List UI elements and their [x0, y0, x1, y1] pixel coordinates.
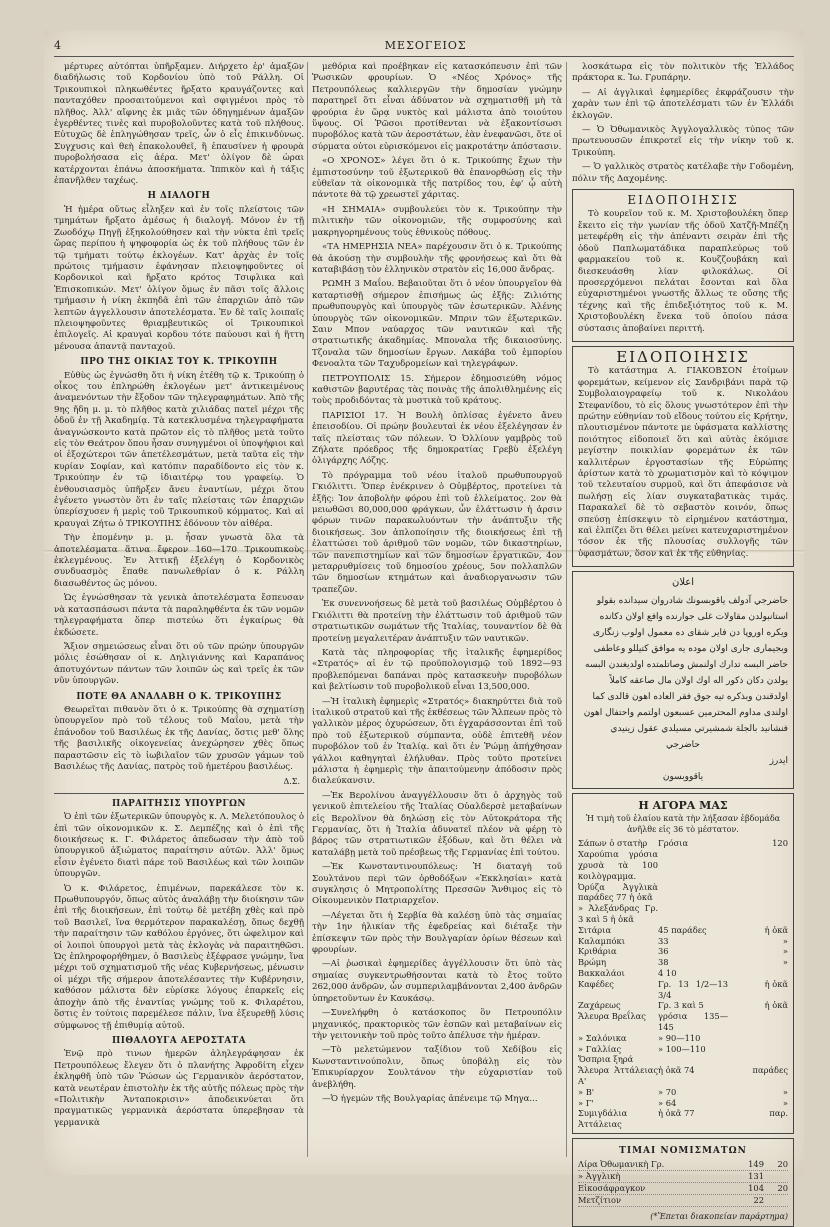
commodity-name: » Σαλόνικα — [578, 1032, 627, 1043]
commodity-name: Καφέδες — [578, 978, 614, 989]
commodity-name: Ἄλευρα Βρεΐλας — [578, 1011, 646, 1022]
ad-text: حاضرجي آدولف ياقوبسونك شادروان سيدانده بقولو استانبولدن مقاولات غلى جوارنده وافع اولان دكانده ويكره اوروپا دن فاير شقاى ده معمول اولوب زنگارى وبجيمارى جارى اولان موده يه موافق كتيللو وعاطفى حاضر البسه تدارك اولنمش وصاتلمتده اولديغندن البسه يولدن دكان ذكور اله اوك اولان مال صاعقه كاملاً اولدقندن وبذكره تيه جوق فقر العاده اهون قالدى كما اولندى مداوم المحترمين عسبعون اولتمم واحتفال اهون فنشانيد بالجلة شمشيرتي مسيلدي عقول زينيدي — [583, 596, 788, 735]
commodity-price: » 70 — [658, 1086, 677, 1097]
commodity-name: Βακκαλάοι — [578, 968, 625, 979]
commodity-price: ἡ ὀκᾶ 74 — [658, 1065, 695, 1076]
supplement-note: (*Ἕπεται διακοπείαν παράρτημα) — [650, 1212, 788, 1222]
commodity-name: Ὀρύζα Ἀγγλικὰ παράδες 77 ἡ ὀκᾶ — [578, 881, 658, 903]
commodity-unit: παράδες — [752, 1065, 788, 1076]
commodity-price: 36 — [658, 946, 669, 957]
page-number: 4 — [54, 38, 62, 52]
price-row — [578, 903, 788, 925]
article-paragraph: Ἄξιον σημειώσεως εἶναι ὅτι οὐ τῶν πρώην ὑπουργῶν μόλις ἐσώθησαν οἱ κ. Δηλιγιάννης καὶ Καραπάνος ἀποτυχόντων πάντων τῶν λοιπῶν ὡς καὶ τρεῖς ἐκ τῶν νῦν ὑπουργῶν. — [54, 641, 304, 687]
price-table — [578, 838, 788, 1130]
article-paragraph: «Ο ΧΡΟΝΟΣ» λέγει ὅτι ὁ κ. Τρικούπης ἔχων τὴν ἐμπιστοσύνην τοῦ ἐξωτερικοῦ θὰ ἐπανορθώσῃ εἰς τὴν εὐθεῖαν τὰ οἰκονομικὰ τῆς πατρίδος του, ἐφ' ᾧ αὐτὴ πάντοτε θὰ τῷ χρεωστεῖ χάριτας. — [312, 156, 562, 201]
commodity-unit: » — [782, 935, 788, 946]
commodity-name: Συμιγδάλια Ἀττάλειας — [578, 1108, 628, 1130]
commodity-name: Ἄλευρα Ἀττάλειας Α' — [578, 1065, 658, 1086]
article-paragraph: — Αἱ ἀγγλικαὶ ἐφημερίδες ἐκφράζουσιν τὴν χαρὰν των ἐπὶ τῷ ἀποτελέσματι τῶν ἐν Ἑλλάδι ἐκλογῶν. — [572, 87, 794, 121]
commodity-price: γρόσια 135—145 — [658, 1011, 728, 1033]
coin-name: Εἰκοσάφραγκον — [578, 1183, 646, 1194]
price-row — [578, 1044, 788, 1055]
article-paragraph: Ἡ ἡμέρα οὕτως εἶληξεν καὶ ἐν τοῖς πλείστοις τῶν τμημάτων ἤρξατο ἀμέσως ἡ διαλογή. Μόνον ἐν τῇ Ζωοδόχῳ Πηγῇ ἐξηκολούθησεν καὶ τὴν νύκτα ἐπὶ τρεῖς ὥρας περίπου ἡ ψηφοφορία ὡς ἐκ τοῦ πλήθους τῶν ἐν τῷ τμήματι τούτῳ ἐκλογέων. Κατ' ἀρχὰς ἐν τοῖς πρώτοις τμήμασιν ἐφάνησαν πλειοψηφοῦντες οἱ Κορδονικοὶ καὶ ἤρξατο κρότος Τσιφλικα καὶ Ἐπισκοπικών. Μετ' ὀλίγον ὅμως ἐν πᾶσι τοῖς ἄλλοις τμήμασιν ἡ νίκη ἐκπηδᾶ ἐπὶ τῶν ἐπαρχιῶν ἀπὸ τῶν λεπτῶν ἀγγελλουσιν ἀποτελέσματα. Ἐν δὲ ταῖς λοιπαῖς πλειοψηφοῦντες θριαμβευτικῶς οἱ Τρικουπικοὶ ἐπιλογεῖς. Αἱ κραυγαὶ κορδου τότε παύουσι καὶ ἡ ἥττη μένουσα ἀπαντᾷ πανταχοῦ. — [54, 204, 304, 352]
coin-piastres: 149 — [748, 1159, 764, 1170]
price-row — [578, 968, 788, 979]
commodity-price — [658, 903, 728, 925]
notice-barber — [572, 189, 794, 342]
commodity-unit — [728, 1054, 788, 1065]
price-row — [578, 1065, 788, 1087]
article-paragraph: —Αἱ ῥωσικαὶ ἐφημερίδες ἀγγέλλουσιν ὅτι ὑπὸ τὰς σημαίας συγκεντρωθήσονται κατὰ τὸ ἔτος τοῦτο 262,000 ἀνδρῶν, ὧν συμπεριλαμβάνονται 2,400 ἀνδρῶν ὑπηρετοῦντων ἐν Καυκάσῳ. — [312, 959, 562, 1004]
notice-text: Τὸ κουρεῖον τοῦ κ. Μ. Χριστοβουλέκη ὅπερ ἔκειτο εἰς τὴν γωνίαν τῆς ὁδοῦ Χατζῆ-Μπέζη μετεφέρθη εἰς τὴν ἀπέναντι σειρὰν ἐπὶ τῆς ὁδοῦ Παπλωματάδικα παραπλεύρως τοῦ φαρμακείου τοῦ κ. Κουζζουβάκη καὶ διεσκευάσθη λίαν φιλοκάλως. Οἱ προσερχόμενοι πελάται ἔσονται καὶ ὅλα εὐχαριστημένοι γνωστῆς ἄλλως τε οὔσης τῆς τέχνης καὶ τῆς ἐπιδεξιότητος τοῦ κ. Μ. Χριστοβουλέκη ἕνεκα τοῦ ὁποίου πάσα σύστασις ἀποβαίνει περιττή. — [578, 209, 788, 334]
price-row — [578, 1011, 788, 1033]
coin-rates — [572, 1138, 794, 1227]
commodity-name: Καλαμπόκι — [578, 935, 625, 946]
commodity-price: 45 παράδες — [658, 924, 707, 935]
article-paragraph: — Ὁ γαλλικὸς στρατὸς κατέλαβε τὴν Γοδομένη, πόλιν τῆς Δαχομένης. — [572, 162, 794, 184]
notice-text: Τὸ κατάστημα Α. ΓΙΑΚΟΒΣΟΝ ἐτοίμων φορεμάτων, κείμενον εἰς Σανδριβάνι παρὰ τῷ Συμβολαιογραφείῳ τοῦ κ. Νικολάου Στεφανίδου, τὸ εἰς ὅλους γνωστότερον ἐπὶ τὴν πρώτην εὐθηνίαν τοῦ εἴδους τούτου εἰς Κρήτην, πλουτισμένον πάντοτε με ὑφάσματα καλλίστης ποιότητος εἰδοποιεῖ ὅτι καὶ αὐτὰς ἐκόμισε μεγίστην ποικιλίαν φορεμάτων ἐκ τῶν καλλιτέρων ἐργοστασίων τῆς Εὐρώπης ἀρίστων κατὰ τὸ χρωματισμὸν καὶ τὸ κόψιμον τοῦ τελευταίου συρμοῦ, καὶ ὅτι ἀπεφάσισε νὰ πωλήσῃ εἰς λίαν συγκαταβατικὰς τιμάς. Παρακαλεῖ δὲ τὸ σεβαστὸν κοινόν, ὅπως σπεύσῃ ἐπίσκεψιν τὸ εἰρημένον κατάστημα, καὶ ἐλπίζει ὅτι θέλει μείνει κατευχαριστημένον τόσον ἐκ τῆς πλουσίας συλλογῆς τῶν ὑφασμάτων, ὅσον καὶ ἐκ τῆς εὐθηνίας. — [578, 366, 788, 559]
ad-title: اعلان — [671, 577, 695, 589]
commodity-price: » 100—110 — [658, 1043, 706, 1054]
price-row — [578, 1108, 788, 1130]
coin-title: ΤΙΜΑΙ ΝΟΜΙΣΜΑΤΩΝ — [619, 1145, 747, 1156]
commodity-price: » 90—110 — [658, 1032, 701, 1043]
article-paragraph: Ἐκ συνεννοήσεως δὲ μετὰ τοῦ βασιλέως Οὐμβέρτου ὁ Γκιόλιττι θὰ προτείνῃ τὴν ἐλάττωσιν τοῦ ἀριθμοῦ τῶν στρατιωτικῶν σωμάτων τῆς Ἰταλίας, τουναντίον δὲ θὰ προτείνῃ μεγαλειτέραν ἀνάπτυξιν τῶν ναυτικῶν. — [312, 599, 562, 644]
notice-title: ΕΙΔΟΠΟΙΗΣΙΣ — [616, 347, 750, 366]
coin-paras — [764, 1195, 788, 1206]
commodity-name: » Γαλλίας — [578, 1043, 622, 1054]
price-row — [578, 838, 788, 849]
commodity-name: Σιτάρια — [578, 924, 612, 935]
article-paragraph: —Τὸ μελετώμενον ταξίδιον τοῦ Χεδίβου εἰς Κωνσταντινούπολιν, ὅπως ὑποβάλῃ εἰς τὸν Ἐπικυρίαρχον Σουλτάνον τὴν εὐχαριστίαν τοῦ ἀνεβλήθη. — [312, 1045, 562, 1090]
price-row — [578, 946, 788, 957]
article-paragraph: —Ὁ ἡγεμὼν τῆς Βουλγαρίας ἀπένειμε τῷ Μηγα... — [322, 1093, 538, 1104]
article-heading: ΠΙΘΑΛΟΥΓΑ ΑΕΡΟΣΤΑΤΑ — [111, 1035, 247, 1046]
ad-closing: ايدرز — [769, 756, 788, 767]
article-paragraph: Ὁ κ. Φιλάρετος, ἐπιμένων, παρεκάλεσε τὸν κ. Πρωθυπουργόν, ὅπως αὐτὸς ἀναλάβῃ τὴν διοίκησιν τῶν ἐπὶ τῆς διοικήσεων, ἐπὶ τούτῳ δὲ μετέβη χθὲς καὶ πρὸ τοῦ Βασιλεῖ, ἵνα θερμότερον παρακαλέσῃ, ὅπως δεχθῇ τὴν παραίτησιν τῶν καθόλου ἐργόνες, ὅτι ὠφελιμον καὶ οἱ λοιποὶ ὑπουργοὶ μετὰ τὰς ἐκλογὰς νὰ παραιτηθῶσι. Ὡς ἐπληροφορήθημεν, ὁ Βασιλεὺς ἐξέφρασε γνώμην, ἵνα μέχρι τοῦ σχηματισμοῦ τῆς νέας Κυβερνήσεως, μένωσιν οἱ μέχρι τῆς σήμερον ἀποτελέσαντες τὴν Κυβέρνησιν, καθόσον μάλιστα δὲν εὑρίσκε λόγους ἐπαρκεῖς εἰς ἀποχὴν ἀπὸ τῆς ἐναντίας γνώμης τοῦ κ. Φιλαρέτου, ὅστις ἐν τούτοις παρεμέλεσε πάλιν, ἵνα ἐξευρεθῇ λύσις σύμφωνος τῇ ἐπιθυμίᾳ αὐτοῦ. — [54, 883, 304, 1031]
commodity-name: Κριθάρια — [578, 946, 617, 957]
commodity-unit: ἡ ὀκᾶ — [764, 1000, 788, 1011]
commodity-unit: » — [782, 957, 788, 968]
coin-row — [578, 1159, 788, 1171]
article-paragraph: ΠΑΡΙΣΙΟΙ 17. Ἡ Βουλὴ ὁπλίσας ἐγένετο ἄνευ ἐπεισοδίου. Οἱ πρώην βουλευταὶ ἐκ νέου ἐξελέγησαν ἐν ταῖς πλείσταις τῶν πόλεων. Ὁ Ὀλλίουν γαμβρὸς τοῦ Ζήλατε πρόεδρος τῆς δημοκρατίας Γρεβὺ ἐξελέγη ὀλιγάρχης Λόζης. — [312, 410, 562, 467]
article-paragraph: — Ὁ Ὀθωμανικὸς Ἀγγλογαλλικὸς τύπος τῶν πρωτευουσῶν ἐπικροτεῖ εἰς τὴν νίκην τοῦ κ. Τρικούπη. — [572, 125, 794, 158]
article-paragraph: Θεωρεῖται πιθανὸν ὅτι ὁ κ. Τρικούπης θὰ σχηματίσῃ ὑπουργεῖον πρὸ τοῦ τέλους τοῦ Μαΐου, μετὰ τὴν ἐπάνοδον τοῦ Βασιλέως ἐκ τῆς Δανίας, ὅστις μεθ' ὅλης τῆς βασιλικῆς οἰκογενείας ἀνεχώρησεν χθὲς ὅπως παραστῶσιν εἰς τὸ ἰωβιλαῖον τῶν χρυσῶν γάμων τοῦ Βασιλέως τῆς Δανίας, πατρὸς τοῦ ἡμετέρου βασιλέως. — [54, 704, 304, 772]
commodity-unit — [728, 968, 788, 979]
column-3-news — [572, 62, 794, 185]
coin-row — [578, 1195, 788, 1207]
article-heading: ΠΡΟ ΤΗΣ ΟΙΚΙΑΣ ΤΟΥ Κ. ΤΡΙΚΟΥΠΗ — [80, 357, 278, 368]
newspaper-page — [44, 30, 804, 1222]
article-paragraph: ΠΕΤΡΟΥΠΟΛΙΣ 15. Σήμερον ἐδημοσιεύθη νόμος καθιστῶν βαρυτέρας τὰς ποινὰς τῆς ἀπολιθλημένης εἰς τοὺς προδιδόντας τὰ μυστικὰ τοῦ κράτους. — [312, 373, 562, 407]
commodity-price: » 64 — [658, 1097, 677, 1108]
commodity-price: 38 — [658, 957, 669, 968]
commodity-name: » Β' — [578, 1086, 595, 1097]
article-signature: Δ.Σ. — [283, 777, 300, 787]
commodity-unit — [728, 1033, 788, 1044]
commodity-name: Χαρούπια γρόσια χρυσὰ τὰ 100 κοιλὸγραμμα. — [578, 849, 658, 881]
price-row — [578, 936, 788, 947]
notice-title: ΕΙΔΟΠΟΙΗΣΙΣ — [627, 193, 739, 208]
header-spacer — [790, 39, 795, 52]
commodity-price: 4 10 — [658, 968, 677, 979]
article-paragraph: —Ἡ ἰταλικὴ ἐφημερὶς «Στρατός» διακηρύττει διὰ τοῦ ἰταλικοῦ στρατοῦ καὶ τῆς ἐκθέσεως τῶν Ἄλπεων πρὸς τὸ γαλλικὸν μέρος ὀχυρώσεων, ὅτι ἐγχαράσσονται ἐπὶ τοῦ πρὸ τοῦ ἐξωτερικοῦ σύμπαντα, οὐδὲ ἐπιτεθῆ νέον πυροβόλον τοῦ ἐν Ἰταλίᾳ. καὶ ὅτι ἐν Ῥώμῃ ἀπήχθησαν γάλλοι καθηγηταὶ ἐλήλυθαν. Πρὸς τοῦτο προτείνει μάλιστα ἡ ἐφημερὶς τὴν ἀπαιτούμενην ἀπόδοσιν πρὸς διαλεύκανσιν. — [312, 696, 562, 787]
notice-clothing-store — [572, 346, 794, 567]
market-intro: Ἡ τιμὴ τοῦ ἐλαίου κατὰ τὴν λήξασαν ἑβδομάδα ἀνῆλθε εἰς 36 τὸ μέστατον. — [585, 813, 781, 835]
commodity-unit: παρ. — [769, 1108, 788, 1119]
column-rule — [566, 62, 567, 1157]
article-paragraph: μεθόρια καὶ προέβηκαν εἰς κατασκόπευσιν ἐπὶ τῶν Ῥωσικῶν φρουρίων. Ὁ «Νέος Χρόνος» τῆς Πετρουπόλεως καλλιεργῶν τὴν δημοσίαν γνώμην παρατηρεῖ ὅτι εἶναι ἀδύνατον νὰ σχηματισθῇ μὴ τὰ φρούρια ἐν ὥρᾳ νυκτὸς καὶ μάλιστα ἀπὸ τοιούτου ὕψους. Οἱ Ῥῶσοι προτίθενται νὰ ἐξακοντίσωσι πυροβόλος κατὰ τῶν ἀεροστάτων, ἐὰν ἐνεφανῶσι, ὅτε οἱ σύρματα οὐτοι εὑρισκόμενοι εἰς μακροτάτην ἀπόστασιν. — [312, 62, 563, 152]
coin-piastres: 22 — [753, 1195, 764, 1206]
commodity-name: Ζαχάρεως — [578, 1000, 621, 1011]
article-paragraph: Ἐνῷ πρὸ τινων ἡμερῶν ἀληλεγράφησαν ἐκ Πετρουπόλεως ἔλεγεν ὅτι ὁ πλανήτης Ἀφροδίτη εἶχεν ἐκληφθῆ ὑπὸ τῶν Ῥώσων ὡς Γερμανικὸν ἀερόστατον, κατὰ νεωτέραν ἐπιστολὴν ἐκ τῆς αὐτῆς πόλεως πρὸς τὴν «Πολιτικὴν Ἀνταποκρισιν» ἀποδεικνύεται ὅτι πραγματικῶς γερμανικὰ ἀερόστατα ὑπερεβησαν τὰ γερμανικὰ — [54, 1049, 304, 1128]
article-paragraph: Ὁ ἐπὶ τῶν ἐξωτερικῶν ὑπουργὸς κ. Λ. Μελετόπουλος ὁ ἐπὶ τῶν οἰκονομικῶν κ. Σ. Δεμπέζης καὶ ὁ ἐπὶ τῆς διοικήσεως κ. Γ. Φιλάρετος ἀπεδωσαν τὴν ἀπὸ τοῦ ὑπουργικοῦ ἀξιώματος παραίτησιν αὐτῶν. Ἀλλ' ὅμως εἶσιν ἐγένετο διατὶ πάρε τοῦ Βασιλέως καὶ τῶν λοιπῶν ὑπουργῶν. — [54, 812, 304, 880]
coin-paras — [764, 1171, 788, 1182]
article-heading: Η ΔΙΑΛΟΓΗ — [147, 191, 211, 202]
commodity-name: » Γ' — [578, 1097, 594, 1108]
commodity-unit — [728, 1011, 788, 1033]
price-row — [578, 1000, 788, 1011]
ad-merchant-name: ياقووبسون — [662, 772, 704, 783]
article-heading: ΠΑΡΑΙΤΗΣΙΣ ΥΠΟΥΡΓΩΝ — [112, 798, 246, 809]
coin-paras: 20 — [777, 1183, 788, 1194]
article-paragraph: Ὡς ἐγνώσθησαν τὰ γενικὰ ἀποτελέσματα ἔσπευσαν νὰ κατασπάσωσι πάντα τὰ παραληφθέντα ἐκ τῶν νομῶν τηλεγραφήματα ὅπερ πιστεύω ὅτι ἐγκαίρως θὰ ἐκδώσετε. — [54, 593, 304, 638]
commodity-unit: » — [782, 946, 788, 957]
price-row — [578, 979, 788, 1001]
commodity-name: Σάπων ὁ στατὴρ — [578, 838, 648, 849]
commodity-unit: » — [782, 1086, 788, 1097]
commodity-unit: ἡ ὀκᾶ — [764, 978, 788, 989]
column-3 — [572, 62, 794, 1222]
article-paragraph: Εὐθὺς ὡς ἐγνώσθη ὅτι ἡ νίκη ἐτέθη τῷ κ. Τρικούπῃ ὁ οἶκος του ἐπληρώθη ἐκλογέων μετ' ἀντικειμένους ἀναμενόντων τὴν ἔξοδον τῶν τηλεγραφημάτων. Ἀπὸ τῆς 9ης ἤδη μ. μ. τὸ πλῆθος κατὰ χιλιάδας πατεῖ μέχρι τῆς ὁδοῦ ἐν τῇ Ἀκαδημίᾳ. Τὰ κατεκλυσμένα τηλεγραφήματα ἀναγνώσκοντο κατὰ πρῶτον εἰς τὸ πλῆθος μετὰ τοῦτο εἰς τὸν Θεάτρον ὅπου ἦσαν συνηγμένοι οἱ ὑποψήφιοι καὶ οἱ ἐξοχώτεροι τῶν ἀπετέλεσμάτων, μετὰ ταῦτα εἰς τὴν κυρίαν Σοφίαν, καὶ κατόπιν παραδίδοντο εἰς τὸν κ. Τρικούπην ἐν τῷ ἰδιαιτέρῳ του γραφείῳ. Ὁ ἐνθουσιασμὸς ὑπῆρξεν ἄνευ ἐναντίων, μέχρι ὅτου ἐγένετο γνωστὸν ὅτι ἐν ταῖς πλείσταις τῶν ἐπαρχιῶν ὑπερίσχυσεν ἡ μερὶς τοῦ Τρικουπικοῦ κόμματος. Καὶ αἱ κραυγαὶ Ζήτω ὁ ΤΡΙΚΟΥΠΗΣ ἐδόνουν τὸν αἰθέρα. — [54, 370, 304, 529]
price-row — [578, 1054, 788, 1065]
commodity-unit — [728, 1044, 788, 1055]
newspaper-title: ΜΕΣΟΓΕΙΟΣ — [384, 38, 467, 52]
article-paragraph: —Λέγεται ὅτι ἡ Σερβία θὰ καλέσῃ ὑπὸ τὰς σημαίας τὴν 1ην ἡλικίαν τῆς ἐφεδρείας καὶ διέταξε τὴν ἐπίσκεψιν τῶν πρὸς τὴν Βουλγαρίαν ὁρίων θέσεων καὶ φρουρίων. — [312, 910, 562, 956]
commodity-unit — [728, 882, 788, 904]
commodity-price: 33 — [658, 935, 669, 946]
article-paragraph: «ΤΑ ΗΜΕΡΗΣΙΑ ΝΕΑ» παρέχουσιν ὅτι ὁ κ. Τρικούπης θὰ ἀκούσῃ τὴν συμβουλὴν τῆς φρονήσεως καὶ ὅτι θὰ καταβιβάσῃ τὸν ἑλληνικὸν στρατὸν εἰς 16,000 ἄνδρας. — [312, 242, 562, 275]
commodity-price — [658, 882, 728, 904]
commodity-unit: » — [782, 1097, 788, 1108]
commodity-unit: 120 — [772, 838, 788, 849]
price-row — [578, 1098, 788, 1109]
coin-paras: 20 — [777, 1159, 788, 1170]
commodity-name: Ὄσπρια ξηρά — [578, 1054, 634, 1065]
commodity-price: Γρ. 3 καὶ 5 — [658, 1000, 704, 1011]
coin-piastres: 104 — [748, 1183, 764, 1194]
price-row — [578, 849, 788, 881]
article-paragraph: μέρτυρες αὐτόπται ὑπῆρξαμεν. Διήρχετο ἐρ' ἁμαξῶν διαδήλωσις τοῦ Κορδονίου ὑπὸ τοῦ Ράλλη. Οἱ Τρικουπικοὶ πληκωθέντες ἤρξατο κραυγάζοντες καὶ πανταχόθεν προσαιτούμενοι καὶ σφιγμένοι πρὸς τὸ πλῆθος. Ἀλλ' αἴφνης ἐκ μιᾶς τῶν ὁδηγημένων ἁμαξῶν ἐγερθέντες τινὲς καὶ πυροβολοῦντες κατὰ τοῦ πλήθους. Εὐτυχῶς δὲ ἐπληγώθησαν τρεῖς, ὧν ὁ εἷς ἐπικινδύνως. Συγχυσις καὶ θεὴ ἐπακολουθεῖ, ἢ ἐπαυσίνεν ἡ φρουρὰ πυροβολήσασα εἰς ἀέρα. Μετ' ὀλίγον δὲ ὡραι κατέρχονται ἐπάνω ἀποσκήματα. Ἱππικὸν καὶ ἡ τάξις ἐπανῆλθεν ταχέως. — [54, 62, 304, 187]
article-paragraph: —Ἐκ Βερολίνου ἀναγγέλλουσιν ὅτι ὁ ἀρχηγὸς τοῦ γενικοῦ ἐπιτελείου τῆς Ἰταλίας Οὐαλδερσὲ μεταβαίνων εἰς Βερολῖνον θὰ δηλώσῃ εἰς τὸν Αὐτοκράτορα τῆς Γερμανίας, ὅτι ἡ Ἰταλία ἀδυνατεῖ πλέον νὰ φέρῃ τὸ βάρος τῶν στρατιωτικῶν ἐξόδων, καὶ ὅτι θέλει νὰ καταλάβῃ μετὰ τοῦ πρέσβεως τῆς Γερμανίας ἐπὶ τούτου. — [312, 790, 562, 858]
commodity-price: ἡ ὀκᾶ 77 — [658, 1108, 695, 1119]
commodity-unit: ἡ ὀκᾶ — [764, 924, 788, 935]
page-header — [54, 34, 794, 57]
commodity-unit — [728, 849, 788, 881]
price-row — [578, 957, 788, 968]
commodity-price: Γρ. 13 1/2—13 3/4 — [658, 978, 728, 1000]
column-2 — [312, 62, 562, 1157]
commodity-price — [658, 1054, 728, 1065]
section-divider — [54, 793, 304, 794]
article-paragraph: Κατὰ τὰς πληροφορίας τῆς ἰταλικῆς ἐφημερίδος «Στρατός» αἱ ἐν τῷ προϋπολογισμῷ τοῦ 1892—93 προβλεπόμεναι δαπάναι πρὸς κατασκευὴν πυροβόλων καὶ βελτίωσιν τοῦ πυροβολικοῦ εἶναι 13,500,000. — [312, 647, 562, 693]
commodity-price — [658, 849, 728, 881]
ottoman-advertisement — [572, 571, 794, 789]
coin-row — [578, 1183, 788, 1195]
coin-piastres: 131 — [748, 1171, 764, 1182]
coin-name: Λίρα Ὀθωμανικὴ Γρ. — [578, 1159, 665, 1170]
commodity-unit — [728, 903, 788, 925]
price-row — [578, 925, 788, 936]
price-row — [578, 882, 788, 904]
article-paragraph: λοσκάτωρα εἰς τὸν πολιτικὸν τῆς Ἑλλάδος πράκτορα κ. Ἰω. Γρυπάρην. — [572, 62, 794, 84]
ad-signature: حاضرجي — [666, 740, 700, 751]
article-paragraph: Τὴν ἐπομένην μ. μ. ἦσαν γνωστὰ ὅλα τὰ ἀποτελέσματα ἅτινα ἔφερον 160—170 Τρικουπικοὺς ἐκλεγμένους. Ἐν Ἀττικῇ ἐξελέγη ὁ Κορδονικὸς συνδυασμὸς ἔπαθε πανωλεθρίαν ὁ κ. Ράλλη διασωθέντος ὡς μόνου. — [54, 533, 304, 589]
commodity-name: » Ἀλεξάνδρας Γρ. 3 καὶ 5 ἡ ὀκᾶ — [578, 903, 658, 925]
coin-name: » Ἀγγλικὴ — [578, 1171, 621, 1182]
commodity-price: Γρόσια — [658, 838, 689, 849]
market-title: Η ΑΓΟΡΑ ΜΑΣ — [638, 799, 728, 813]
commodity-name: Βρώμη — [578, 957, 607, 968]
price-row — [578, 1033, 788, 1044]
article-paragraph: Τὸ πρόγραμμα τοῦ νέου ἰταλοῦ πρωθυπουργοῦ Γκιόλιττι. Ὅπερ ἐνέκρινεν ὁ Οὐμβέρτος, προτείνει τὰ ἑξῆς: Ἰον ἀποβολὴν φόρου ἐπὶ τοῦ ἐλλείματος. 2ον θὰ μειωθῶσι 80,000,000 φράγκων, ὧν ἐλάττωσιν ἡ ἀρσιν φόρων τινῶν παρακωλυόντων τὴν ἀνάπτυξιν τῆς διοικήσεως. 3ον ἀπλοποίησιν τῆς διοικήσεως ἐπὶ τῇ ἐλαττώσει τοῦ ἀριθμοῦ τῶν νομῶν, τῶν δικαστηρίων, τῶν πανεπιστημίων καὶ τῶν δημοσίων ἐργατικῶν, 4ον μεταρρυθμίσεις τοῦ δημοσίου χρέους, 5ον πολλαπλῶν τῶν δημοσίων κτημάτων καὶ ἀναδιοργανωσιν τῶν τραπεζῶν. — [312, 470, 562, 595]
coin-table — [578, 1159, 788, 1207]
coin-name: Μετζίτιον — [578, 1195, 622, 1206]
article-paragraph: «Η ΣΗΜΑΙΑ» συμβουλεύει τὸν κ. Τρικούπην τὴν πιλιτικὴν τῶν οἰκονομιῶν, τῆς συμφοσύνης καὶ μακρηγορημένους τοὺς ἐθνικοὺς πόθους. — [312, 204, 562, 238]
price-row — [578, 1087, 788, 1098]
column-rule — [307, 62, 308, 1157]
column-1 — [54, 62, 304, 1157]
article-paragraph: —Συνελήφθη ὁ κατάσκοπος ὃν Πετρουπόλιν μηχανικός, πρακτορικὸς τῶν ἑσπῶν καὶ μεταβαίνων εἰς τὴν γειτονικὴν τοῦ πρὸς τοῦτο ἀπέλυσε τὴν ἡμέραν. — [312, 1008, 562, 1041]
article-paragraph: ΡΩΜΗ 3 Μαΐου. Βεβαιοῦται ὅτι ὁ νέον ὑπουργεῖον θὰ καταρτισθῇ σήμερον ἐπισήμως ὡς ἑξῆς: Ζιλιότης πρωθυπουργὸς καὶ ὑπουργὸς τῶν ἐσωτερικῶν. Ἀλένης ὑπουργὸς τῶν οἰκονομικῶν. Μπριν τῶν ἐξωτερικῶν. Σαιν Μπον ναύαρχος τῶν ναυτικῶν καὶ τῆς στρατιωτικῆς ἀκαδημίας. Μποναλα τῆς δικαιοσύνης. Τζοναλα τῶν δημοσίων ἔργων. Λακάβα τοῦ ἐμπορίου Φενοαλτα τῶν Ταχυδρομείων καὶ τηλεγράφων. — [312, 279, 562, 370]
article-heading: ΠΟΤΕ ΘΑ ΑΝΑΛΑΒΗ Ο Κ. ΤΡΙΚΟΥΠΗΣ — [76, 691, 282, 702]
article-paragraph: —Ἐκ Κωνσταντινουπόλεως: Ἡ διαταγὴ τοῦ Σουλτάνου περὶ τῶν ὀρθοδόξων «Ἐκκλησίαι» κατὰ συγκλησις ὁ Μητροπολίτης Πρεσσῶν Ἄνθιμος εἰς τὸ Οἰκουμενικὸν Πατριαρχεῖον. — [312, 862, 562, 907]
coin-row — [578, 1171, 788, 1183]
market-prices — [572, 793, 794, 1134]
